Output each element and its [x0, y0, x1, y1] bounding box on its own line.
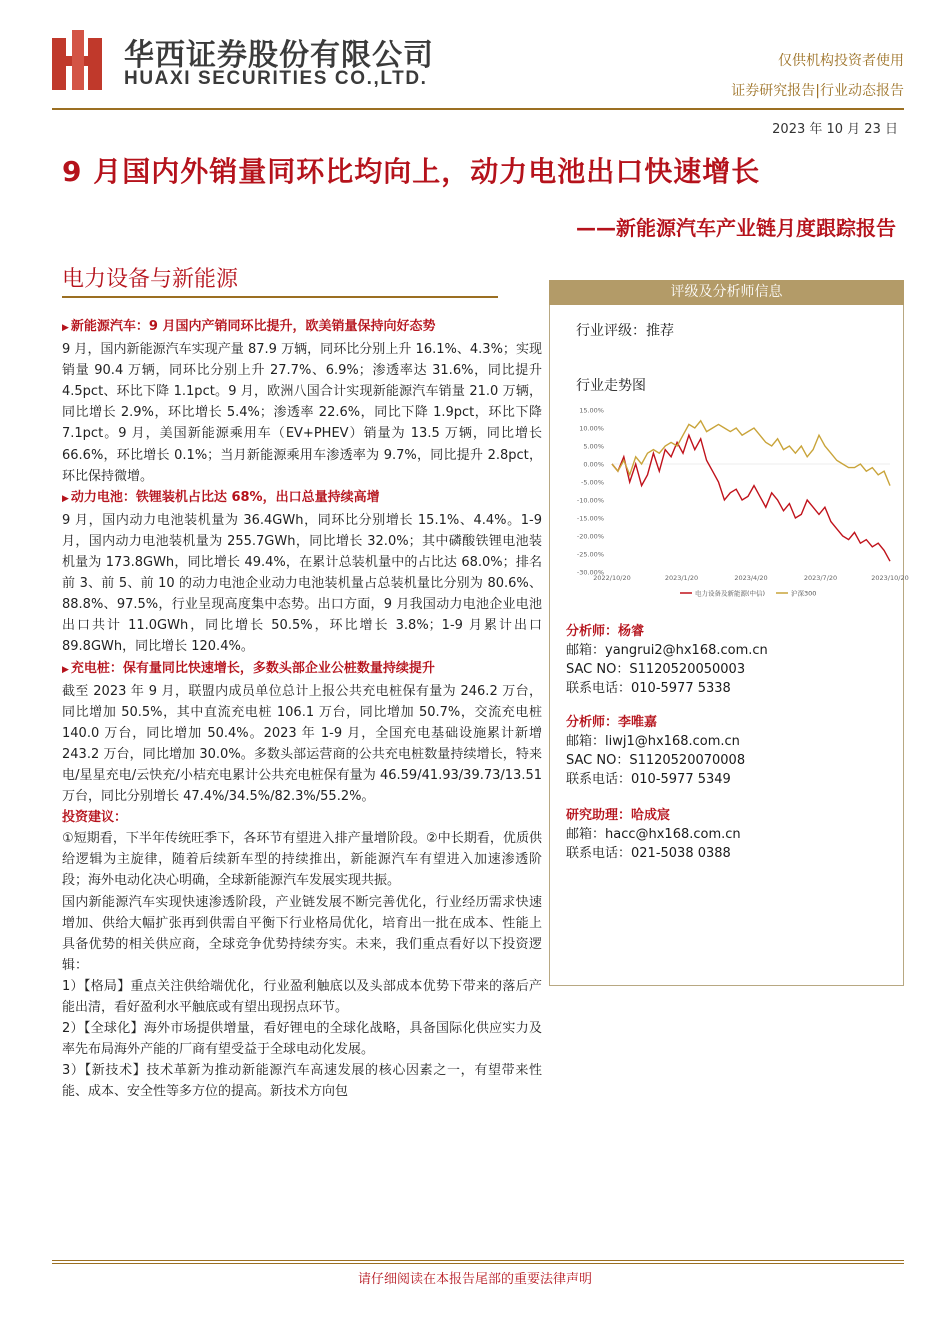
heading-battery: ▶ 动力电池：铁锂装机占比达 68%，出口总量持续高增	[62, 489, 380, 505]
report-title: 9 月国内外销量同环比均向上，动力电池出口快速增长	[62, 155, 761, 188]
footer-divider	[52, 1263, 904, 1264]
legend-label: 电力设备及新能源(中信)	[695, 589, 766, 598]
paragraph-charging: 截至 2023 年 9 月，联盟内成员单位总计上报公共充电桩保有量为 246.2 万台，同比增加 50.5%，其中直流充电桩 106.1 万台，同比增加 50.7%，交流充电桩 140.0 万台，同比增加 50.4%。2023 年 1-9 月，全国充电基础设施累计新增 243.2 万台，同比增加 30.0%。多数头部运营商的公共充电桩数量持续增长，特来电/星星充电/云快充/小桔充电累计公共充电桩保有量为 46.59/41.93/39.73/13.51 万台，同比分别增长 47.4%/34.5%/82.3%/55.2%。	[62, 683, 542, 805]
heading-investment: 投资建议：	[62, 810, 128, 826]
triangle-bullet-icon: ▶	[62, 323, 69, 333]
x-tick-label: 2023/7/20	[803, 574, 838, 582]
analyst-block-1	[566, 622, 768, 698]
analyst-name: 分析师：杨睿	[566, 624, 645, 639]
y-tick-label: -20.00%	[576, 532, 604, 541]
paragraph-nev: 9 月，国内新能源汽车实现产量 87.9 万辆，同环比分别上升 16.1%、4.3%；实现销量 90.4 万辆，同环比分别上升 27.7%、6.9%；渗透率达 31.6%，同比提升 4.5pct、环比下降 1.1pct。9 月，欧洲八国合计实现新能源汽车销量 21.0 万辆，同比增长 2.9%，环比增长 5.4%；渗透率 22.6%，同比下降 1.9pct，环比下降 7.1pct。9 月，美国新能源乘用车（EV+PHEV）销量为 13.5 万辆，同比增长 66.6%，环比增长 0.1%；当月新能源乘用车渗透率为 9.7%，同比提升 2.8pct，环比保持微增。	[62, 342, 542, 484]
heading-nev: ▶ 新能源汽车：9 月国内产销同环比提升，欧美销量保持向好态势	[62, 319, 436, 334]
analyst-email: 邮箱：liwj1@hx168.com.cn	[566, 734, 740, 749]
analyst-sac: SAC NO：S1120520050003	[566, 662, 746, 677]
audience-note: 仅供机构投资者使用	[778, 53, 904, 69]
analyst-phone: 联系电话：010-5977 5349	[566, 772, 731, 787]
analyst-name: 研究助理：哈成宸	[566, 808, 671, 823]
report-type: 证券研究报告|行业动态报告	[731, 83, 904, 99]
legal-notice: 请仔细阅读在本报告尾部的重要法律声明	[357, 1272, 592, 1287]
analyst-email: 邮箱：yangrui2@hx168.com.cn	[566, 643, 768, 658]
report-date: 2023 年 10 月 23 日	[772, 122, 898, 137]
analyst-name: 分析师：李唯嘉	[566, 715, 658, 730]
company-logo-icon	[52, 30, 110, 90]
x-tick-label: 2022/10/20	[593, 574, 631, 582]
paragraph-investment-2: 国内新能源汽车实现快速渗透阶段，产业链发展不断完善优化，行业经历需求快速增加、供给大幅扩张再到供需自平衡下行业格局优化，培育出一批在成本、性能上具备优势的相关供应商，全球竞争优势持续夯实。未来，我们重点看好以下投资逻辑：	[62, 894, 542, 973]
analyst-phone: 联系电话：010-5977 5338	[566, 681, 731, 696]
paragraph-logic-3: 3）【新技术】技术革新为推动新能源汽车高速发展的核心因素之一，有望带来性能、成本、安全性等多方位的提高。新技术方向包	[62, 1063, 542, 1100]
y-tick-label: -30.00%	[576, 568, 604, 577]
panel-header: 评级及分析师信息	[549, 280, 904, 305]
triangle-bullet-icon: ▶	[62, 664, 69, 675]
company-name-en: HUAXI SECURITIES CO.,LTD.	[124, 68, 428, 89]
legend-label: 沪深300	[791, 589, 817, 598]
triangle-bullet-icon: ▶	[62, 493, 69, 504]
analyst-phone: 联系电话：021-5038 0388	[566, 846, 731, 861]
paragraph-investment-1: ①短期看，下半年传统旺季下，各环节有望进入排产量增阶段。②中长期看，优质供给逻辑为主旋律，随着后续新车型的持续推出，新能源汽车有望进入加速渗透阶段；海外电动化决心明确，全球新能源汽车发展实现共振。	[62, 831, 542, 889]
y-tick-label: 10.00%	[579, 424, 604, 433]
report-subtitle: ——新能源汽车产业链月度跟踪报告	[576, 216, 896, 240]
x-tick-label: 2023/10/20	[871, 574, 909, 582]
y-tick-label: 0.00%	[583, 460, 604, 469]
section-divider	[62, 296, 498, 298]
analyst-block-3	[566, 806, 741, 863]
analyst-email: 邮箱：hacc@hx168.com.cn	[566, 827, 741, 842]
y-tick-label: -10.00%	[576, 496, 604, 505]
y-tick-label: -5.00%	[581, 478, 604, 487]
company-name-cn: 华西证券股份有限公司	[124, 38, 434, 73]
industry-section-title: 电力设备与新能源	[62, 267, 239, 292]
y-tick-label: 5.00%	[583, 442, 604, 451]
footer-divider	[52, 1260, 904, 1261]
y-tick-label: 15.00%	[579, 406, 604, 415]
x-tick-label: 2023/1/20	[664, 574, 699, 582]
y-tick-label: -25.00%	[576, 550, 604, 559]
analyst-block-2	[566, 713, 745, 789]
industry-trend-chart	[560, 400, 909, 605]
trend-chart-label: 行业走势图	[576, 378, 646, 394]
header-divider	[52, 108, 904, 110]
paragraph-logic-1: 1）【格局】重点关注供给端优化，行业盈利触底以及头部成本优势下带来的落后产能出清，看好盈利水平触底或有望出现拐点环节。	[62, 978, 542, 1015]
analyst-sac: SAC NO：S1120520070008	[566, 753, 746, 768]
heading-charging: ▶ 充电桩：保有量同比快速增长，多数头部企业公桩数量持续提升	[62, 660, 435, 676]
paragraph-battery: 9 月，国内动力电池装机量为 36.4GWh，同环比分别增长 15.1%、4.4%。1-9 月，国内动力电池装机量为 255.7GWh，同比增长 32.0%；其中磷酸铁锂电池装机量为 173.8GWh，同比增长 49.4%，在累计总装机量中的占比达 68.0%；排名前 3、前 5、前 10 的动力电池企业动力电池装机量占总装机量比分别为 80.6%、88.8%、97.5%，行业呈现高度集中态势。出口方面，9 月我国动力电池企业电池出口共计 11.0GWh，同比增长 50.5%，环比增长 3.8%；1-9 月累计出口 89.8GWh，同比增长 120.4%。	[62, 512, 542, 655]
industry-rating: 行业评级：推荐	[576, 323, 674, 339]
y-tick-label: -15.00%	[576, 514, 604, 523]
series-line-power-equipment	[612, 435, 890, 561]
x-tick-label: 2023/4/20	[734, 574, 768, 582]
paragraph-logic-2: 2）【全球化】海外市场提供增量，看好锂电的全球化战略，具备国际化供应实力及率先布局海外产能的厂商有望受益于全球电动化发展。	[62, 1021, 542, 1058]
report-body	[62, 316, 542, 1102]
